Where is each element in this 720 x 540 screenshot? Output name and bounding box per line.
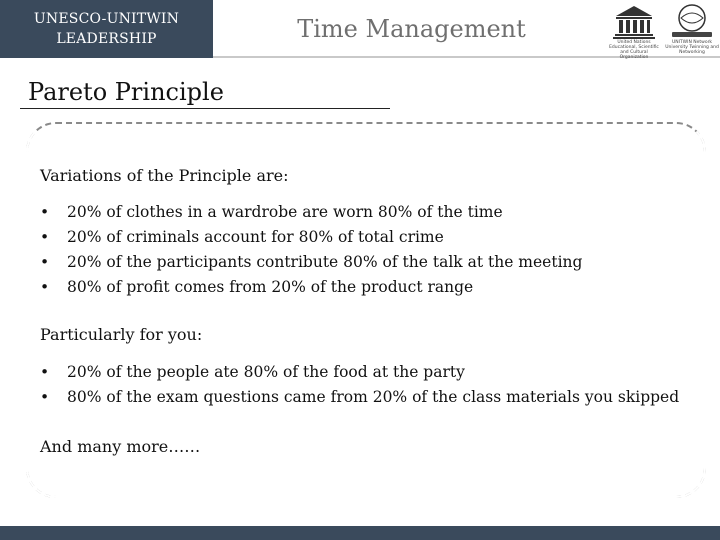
personal-intro: Particularly for you: [40, 325, 203, 344]
list-item: • 80% of the exam questions came from 20% of the class materials you skipped [40, 385, 679, 410]
list-item: • 80% of profit comes from 20% of the product range [40, 275, 582, 300]
list-item: • 20% of criminals account for 80% of total crime [40, 225, 582, 250]
unitwin-logo-icon [664, 2, 720, 58]
header-title: Time Management [297, 15, 526, 43]
variations-list [40, 200, 582, 300]
list-item: • 20% of the participants contribute 80% of the talk at the meeting [40, 250, 582, 275]
section-title: Pareto Principle [28, 78, 224, 106]
section-title-underline [20, 108, 390, 109]
unesco-logo-icon [606, 2, 662, 58]
partner-logos [606, 2, 718, 58]
unitwin-caption: UNITWIN Network University Twinning and Networking [665, 40, 719, 55]
brand-line-1: UNESCO-UNITWIN [33, 11, 180, 27]
header [0, 0, 720, 60]
closing-text: And many more…… [40, 437, 201, 456]
list-item: • 20% of the people ate 80% of the food at the party [40, 360, 679, 385]
footer-bar [0, 526, 720, 540]
unesco-caption: United Nations Educational, Scientific and Cultural Organization [609, 40, 659, 60]
personal-list [40, 360, 679, 410]
variations-intro: Variations of the Principle are: [40, 166, 289, 185]
list-item: • 20% of clothes in a wardrobe are worn 80% of the time [40, 200, 582, 225]
brand-box [0, 0, 213, 58]
brand-line-2: LEADERSHIP [56, 31, 157, 47]
